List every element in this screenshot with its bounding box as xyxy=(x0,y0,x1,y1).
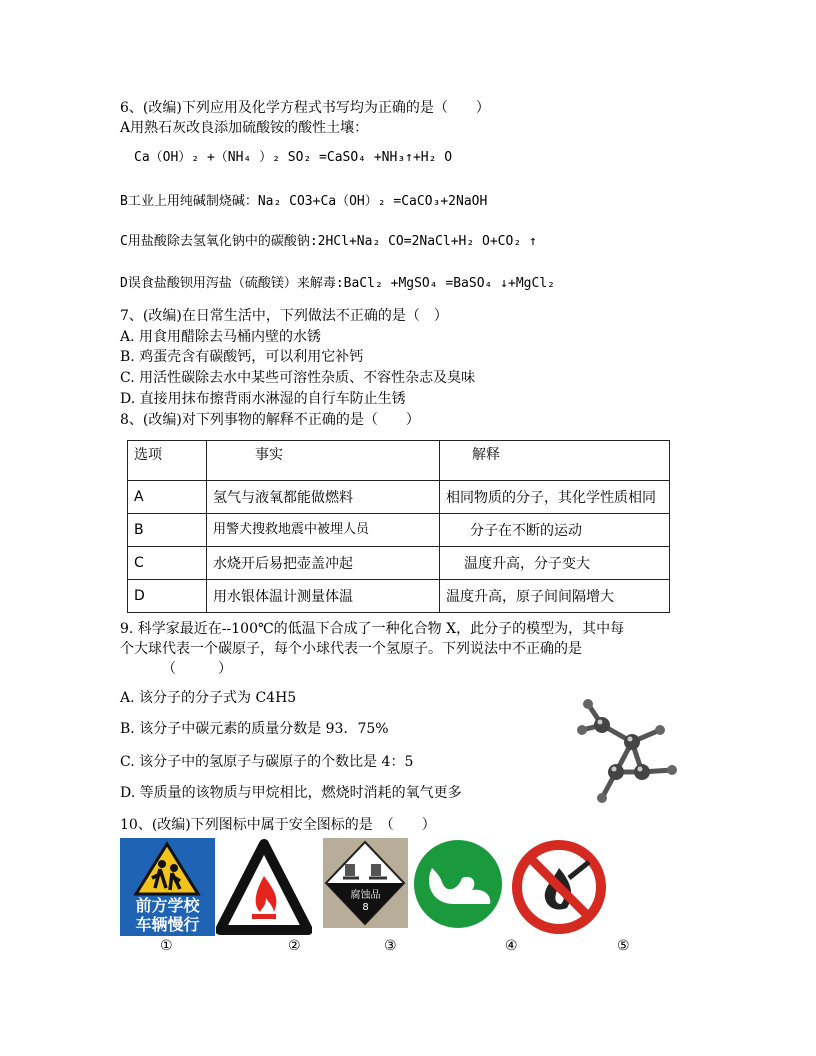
header-fact: 事实 xyxy=(207,441,440,481)
row-option: A xyxy=(128,481,207,514)
q9-option-a: A. 该分子的分子式为 C4H5 xyxy=(120,690,297,706)
q6-option-a-label: A用熟石灰改良添加硫酸铵的酸性土壤： xyxy=(120,120,369,136)
corrosive-class-number: 8 xyxy=(362,902,369,913)
row-explanation: 温度升高，原子间间隔增大 xyxy=(440,580,670,613)
q7-option-d: D. 直接用抹布擦背雨水淋湿的自行车防止生锈 xyxy=(120,391,406,407)
q7-option-b: B. 鸡蛋壳含有碳酸钙，可以利用它补钙 xyxy=(120,349,364,365)
table-row xyxy=(128,580,670,613)
green-food-logo-icon xyxy=(412,838,504,930)
q9-option-d: D. 等质量的该物质与甲烷相比，燃烧时消耗的氧气更多 xyxy=(120,785,462,801)
q9-option-b: B. 该分子中碳元素的质量分数是 93．75% xyxy=(120,721,389,737)
sign-number-2: ② xyxy=(288,938,301,954)
sign-number-5: ⑤ xyxy=(617,938,630,954)
corrosive-diamond-icon xyxy=(323,838,408,928)
q6-stem: 6、(改编)下列应用及化学方程式书写均为正确的是（ ） xyxy=(120,100,490,116)
table-row xyxy=(128,514,670,547)
row-fact: 氢气与液氧都能做燃料 xyxy=(207,481,440,514)
row-fact: 用水银体温计测量体温 xyxy=(207,580,440,613)
q6-option-c: C用盐酸除去氢氧化钠中的碳酸钠:2HCl+Na₂ CO=2NaCl+H₂ O+CO₂ ↑ xyxy=(120,234,537,249)
row-fact: 用警犬搜救地震中被埋人员 xyxy=(207,514,440,547)
corrosive-sign xyxy=(323,838,408,928)
school-sign-line1: 前方学校 xyxy=(135,896,200,915)
molecule-model-image xyxy=(560,690,685,810)
sign-number-3: ③ xyxy=(384,938,397,954)
school-children-icon xyxy=(120,838,215,898)
q9-option-c: C. 该分子中的氢原子与碳原子的个数比是 4：5 xyxy=(120,754,414,770)
school-sign-text xyxy=(120,896,215,934)
table-row xyxy=(128,481,670,514)
q6-option-a-equation: Ca（OH）₂ +（NH₄ ）₂ SO₂ =CaSO₄ +NH₃↑+H₂ O xyxy=(134,150,453,165)
row-option: C xyxy=(128,547,207,580)
q10-stem: 10、(改编)下列图标中属于安全图标的是 （ ） xyxy=(120,817,436,833)
sign-number-1: ① xyxy=(160,938,173,954)
row-option: B xyxy=(128,514,207,547)
header-option: 选项 xyxy=(128,441,207,481)
row-explanation: 相同物质的分子，其化学性质相同 xyxy=(440,481,670,514)
table-row xyxy=(128,547,670,580)
q8-table xyxy=(127,440,670,613)
row-explanation: 温度升高，分子变大 xyxy=(440,547,670,580)
q7-option-a: A. 用食用醋除去马桶内壁的水锈 xyxy=(120,329,322,345)
q7-option-c: C. 用活性碳除去水中某些可溶性杂质、不容性杂志及臭味 xyxy=(120,370,476,386)
q6-option-d: D误食盐酸钡用泻盐（硫酸镁）来解毒:BaCl₂ +MgSO₄ =BaSO₄ ↓+MgCl₂ xyxy=(120,276,555,291)
no-open-flame-icon xyxy=(509,838,609,936)
corrosive-label xyxy=(323,890,408,914)
corrosive-label-text: 腐蚀品 xyxy=(350,890,381,901)
table-header-row xyxy=(128,441,670,481)
q9-stem-line2: 个大球代表一个碳原子，每个小球代表一个氢原子。下列说法中不正确的是 xyxy=(120,641,582,657)
sign-number-4: ④ xyxy=(505,938,518,954)
flammable-warning-icon xyxy=(216,838,312,936)
row-explanation: 分子在不断的运动 xyxy=(440,514,670,547)
row-option: D xyxy=(128,580,207,613)
q6-option-b: B工业上用纯碱制烧碱：Na₂ CO3+Ca（OH）₂ =CaCO₃+2NaOH xyxy=(120,194,488,209)
school-sign-line2: 车辆慢行 xyxy=(135,915,200,934)
school-ahead-sign xyxy=(120,838,215,936)
q9-stem-line3: （ ） xyxy=(162,661,232,677)
row-fact: 水烧开后易把壶盖冲起 xyxy=(207,547,440,580)
q9-stem-line1: 9. 科学家最近在--100℃的低温下合成了一种化合物 X，此分子的模型为，其中每 xyxy=(120,621,625,637)
header-explanation: 解释 xyxy=(440,441,670,481)
q8-stem: 8、(改编)对下列事物的解释不正确的是（ ） xyxy=(120,412,420,428)
q7-stem: 7、(改编)在日常生活中，下列做法不正确的是（ ） xyxy=(120,308,448,324)
